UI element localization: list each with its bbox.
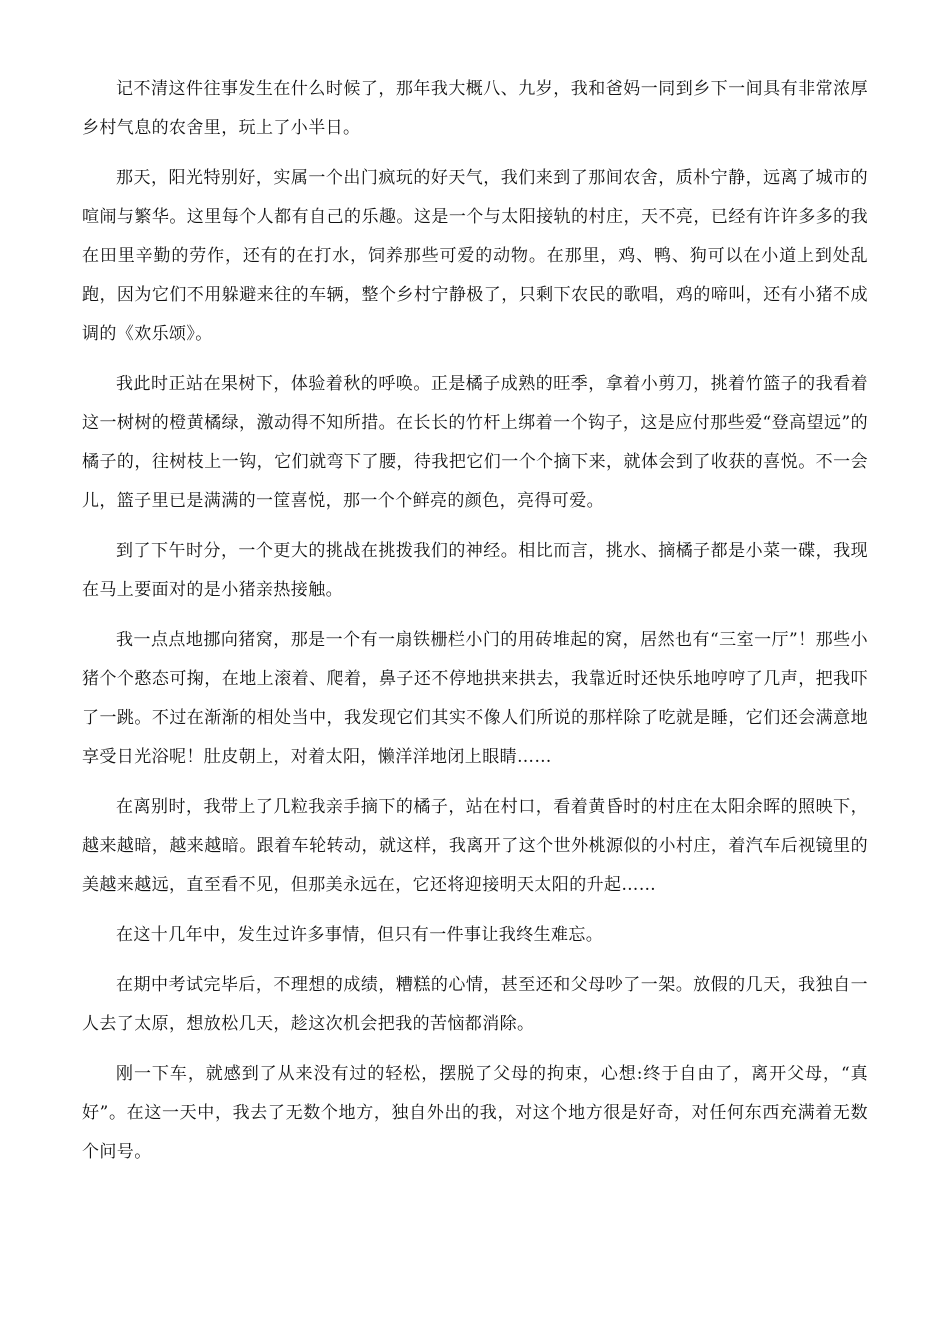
- paragraph-9: 刚一下车，就感到了从来没有过的轻松，摆脱了父母的拘束，心想:终于自由了，离开父母，“真好”。在这一天中，我去了无数个地方，独自外出的我，对这个地方很是好奇，对任何东西充满着无数个问号。: [82, 1064, 868, 1162]
- paragraph-5: 我一点点地挪向猪窝，那是一个有一扇铁栅栏小门的用砖堆起的窝，居然也有“三室一厅”！那些小猪个个憨态可掬，在地上滚着、爬着，鼻子还不停地拱来拱去，我靠近时还快乐地哼哼了几声，把我吓了一跳。不过在渐渐的相处当中，我发现它们其实不像人们所说的那样除了吃就是睡，它们还会满意地享受日光浴呢！肚皮朝上，对着太阳，懒洋洋地闭上眼睛……: [82, 630, 868, 767]
- paragraph-3: 我此时正站在果树下，体验着秋的呼唤。正是橘子成熟的旺季，拿着小剪刀，挑着竹篮子的我看着这一树树的橙黄橘绿，激动得不知所措。在长长的竹杆上绑着一个钩子，这是应付那些爱“登高望远”的橘子的，往树枝上一钩，它们就弯下了腰，待我把它们一个个摘下来，就体会到了收获的喜悦。不一会儿，篮子里已是满满的一筐喜悦，那一个个鲜亮的颜色，亮得可爱。: [82, 374, 868, 511]
- paragraph-7: 在这十几年中，发生过许多事情，但只有一件事让我终生难忘。: [116, 925, 604, 945]
- paragraph-2: 那天，阳光特别好，实属一个出门疯玩的好天气，我们来到了那间农舍，质朴宁静，远离了城市的喧闹与繁华。这里每个人都有自己的乐趣。这是一个与太阳接轨的村庄，天不亮，已经有许许多多的我在田里辛勤的劳作，还有的在打水，饲养那些可爱的动物。在那里，鸡、鸭、狗可以在小道上到处乱跑，因为它们不用躲避来往的车辆，整个乡村宁静极了，只剩下农民的歌唱，鸡的啼叫，还有小猪不成调的《欢乐颂》。: [82, 168, 868, 344]
- paragraph-1: 记不清这件往事发生在什么时候了，那年我大概八、九岁，我和爸妈一同到乡下一间具有非常浓厚乡村气息的农舍里，玩上了小半日。: [82, 79, 868, 138]
- paragraph-6: 在离别时，我带上了几粒我亲手摘下的橘子，站在村口，看着黄昏时的村庄在太阳余晖的照映下，越来越暗，越来越暗。跟着车轮转动，就这样，我离开了这个世外桃源似的小村庄，着汽车后视镜里的美越来越远，直至看不见，但那美永远在，它还将迎接明天太阳的升起……: [82, 797, 868, 895]
- paragraph-4: 到了下午时分，一个更大的挑战在挑拨我们的神经。相比而言，挑水、摘橘子都是小菜一碟，我现在马上要面对的是小猪亲热接触。: [82, 541, 868, 600]
- paragraph-8: 在期中考试完毕后，不理想的成绩，糟糕的心情，甚至还和父母吵了一架。放假的几天，我独自一人去了太原，想放松几天，趁这次机会把我的苦恼都消除。: [82, 975, 868, 1034]
